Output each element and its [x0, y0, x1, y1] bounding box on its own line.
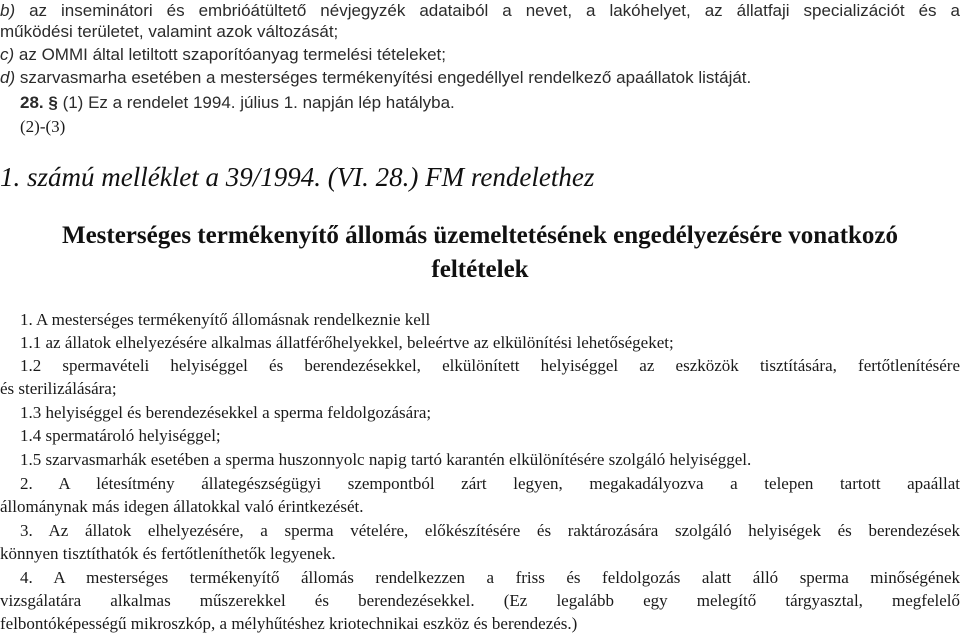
item-b-line-1 — [0, 0, 960, 22]
item-text: az OMMI által letiltott szaporítóanyag termelési tételeket; — [14, 45, 446, 64]
body-line: 2. A létesítmény állategészségügyi szempontból zárt legyen, megakadályozva a telepen tartott apaállat — [20, 474, 960, 493]
annex-heading: 1. számú melléklet a 39/1994. (VI. 28.) FM rendelethez — [0, 162, 595, 192]
section-28-sub — [20, 116, 960, 138]
item-text: működési területet, valamint azok változását; — [0, 22, 339, 41]
item-text: az inseminátori és embrióátültető névjegyzék adataiból a nevet, a lakóhelyet, az állatfaji specializációt és a — [15, 1, 960, 20]
body-line: 1.3 helyiséggel és berendezésekkel a sperma feldolgozására; — [20, 403, 432, 422]
section-symbol: § — [48, 93, 58, 112]
item-b-line-2 — [0, 21, 960, 43]
body-line: 1.2 spermavételi helyiséggel és berendezésekkel, elkülönített helyiséggel az eszközök tisztítására, fertőtlenítésére — [20, 356, 960, 375]
body-line: 1.1 az állatok elhelyezésére alkalmas állatférőhelyekkel, beleértve az elkülönítési lehetőségeket; — [20, 333, 674, 352]
body-line: 4. A mesterséges termékenyítő állomás rendelkezzen a friss és feldolgozás alatt álló sperma minőségének — [20, 568, 960, 587]
item-marker: b) — [0, 1, 16, 20]
body-line: és sterilizálására; — [0, 379, 117, 398]
page-title-line-2: feltételek — [431, 256, 529, 283]
body-line: felbontóképességű mikroszkóp, a mélyhűtéshez kriotechnikai eszköz és berendezés.) — [0, 614, 578, 633]
body-line: 1. A mesterséges termékenyítő állomásnak rendelkeznie kell — [20, 310, 431, 329]
section-28 — [20, 92, 960, 114]
section-sub-text: (2)-(3) — [20, 117, 66, 136]
page-title-line-1: Mesterséges termékenyítő állomás üzemeltetésének engedélyezésére vonatkozó — [61, 222, 899, 249]
body-line: vizsgálatára alkalmas műszerekkel és berendezésekkel. (Ez legalább egy melegítő tárgyasztal, megfelelő — [0, 591, 960, 610]
item-c — [0, 44, 960, 66]
body-line: könnyen tisztíthatók és fertőtleníthetők legyenek. — [0, 544, 336, 563]
section-number: 28. — [20, 93, 44, 112]
section-text: (1) Ez a rendelet 1994. július 1. napján lép hatályba. — [57, 93, 455, 112]
item-marker: d) — [0, 68, 16, 87]
item-marker: c) — [0, 45, 15, 64]
body-line: 1.5 szarvasmarhák esetében a sperma huszonnyolc napig tartó karantén elkülönítésére szolgáló helyiséggel. — [20, 450, 752, 469]
item-d — [0, 67, 960, 89]
item-text: szarvasmarha esetében a mesterséges termékenyítési engedéllyel rendelkező apaállatok listáját. — [15, 68, 752, 87]
body-line: 1.4 spermatároló helyiséggel; — [20, 426, 221, 445]
body-line: 3. Az állatok elhelyezésére, a sperma vételére, előkészítésére és raktározására szolgáló helyiségek és berendezések — [20, 521, 960, 540]
body-line: állománynak más idegen állatokkal való érintkezését. — [0, 497, 364, 516]
